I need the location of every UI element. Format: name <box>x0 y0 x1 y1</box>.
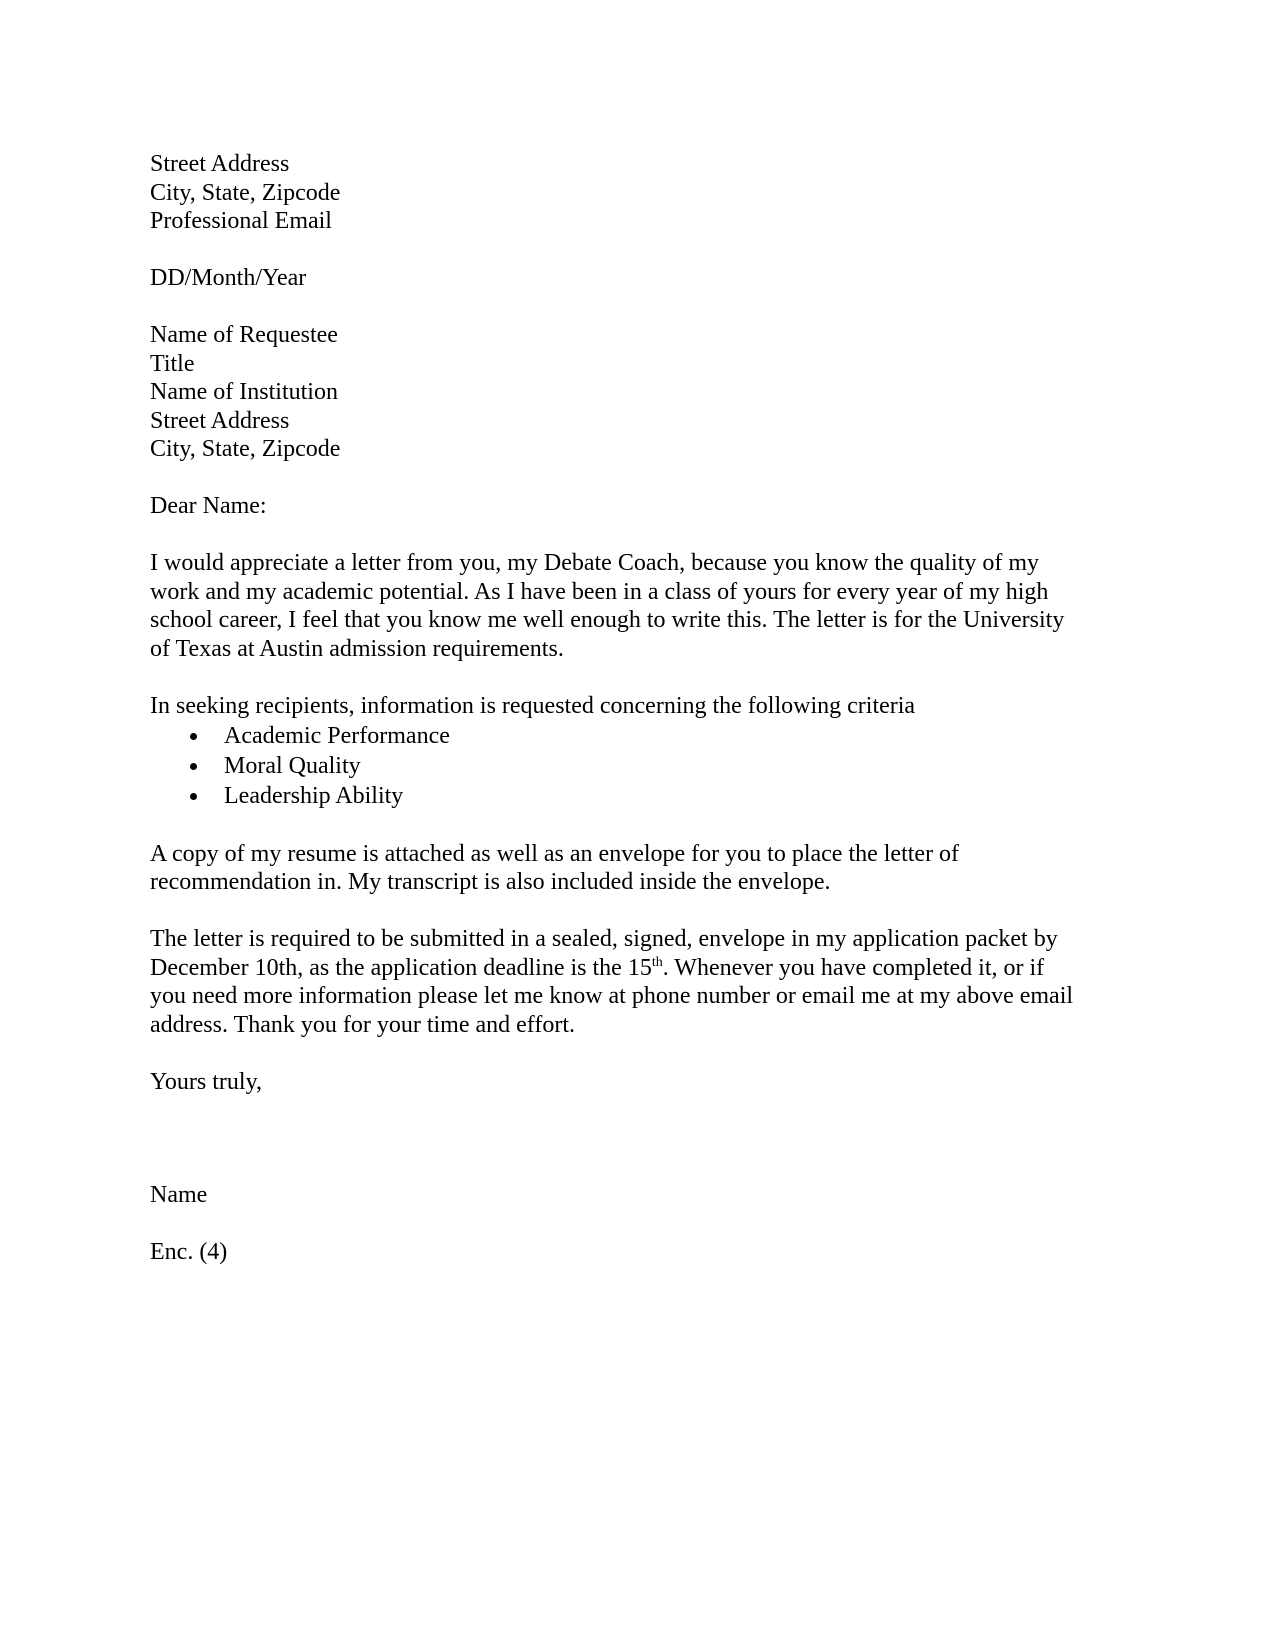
letter-date: DD/Month/Year <box>150 265 307 291</box>
paragraph-line: A copy of my resume is attached as well as an envelope for you to place the letter of <box>150 840 960 867</box>
recipient-name: Name of Requestee <box>150 322 338 348</box>
paragraph-deadline <box>150 925 1130 1039</box>
recipient-address <box>150 321 1130 464</box>
enclosure-block <box>150 1238 1130 1267</box>
closing-block <box>150 1068 1130 1097</box>
criteria-item-label: Academic Performance <box>224 723 450 749</box>
paragraph-line: The letter is required to be submitted in a sealed, signed, envelope in my application packet by <box>150 926 1058 952</box>
recipient-institution: Name of Institution <box>150 379 338 405</box>
bullet-icon <box>190 733 197 740</box>
paragraph-line: address. Thank you for your time and effort. <box>150 1011 576 1038</box>
sender-city-state-zip: City, State, Zipcode <box>150 179 341 206</box>
sender-street: Street Address <box>150 151 290 177</box>
paragraph-line: you need more information please let me know at phone number or email me at my above email <box>150 983 1074 1009</box>
recipient-title: Title <box>150 350 195 377</box>
bullet-icon <box>190 793 197 800</box>
paragraph-line: school career, I feel that you know me well enough to write this. The letter is for the University <box>150 607 1065 633</box>
recipient-city-state-zip: City, State, Zipcode <box>150 436 341 462</box>
sender-email: Professional Email <box>150 208 332 234</box>
deadline-text-after: . Whenever you have completed it, or if <box>662 954 1045 981</box>
paragraph-request <box>150 549 1130 663</box>
bullet-icon <box>190 763 197 770</box>
list-item <box>150 751 1130 781</box>
list-item <box>150 721 1130 751</box>
signature-block <box>150 1181 1130 1210</box>
paragraph-line: recommendation in. My transcript is also included inside the envelope. <box>150 869 831 895</box>
criteria-section <box>150 692 1130 812</box>
enclosure-note: Enc. (4) <box>150 1239 228 1265</box>
letter-date-block <box>150 264 1130 293</box>
ordinal-suffix: th <box>651 954 663 970</box>
paragraph-enclosures <box>150 840 1130 897</box>
paragraph-line: of Texas at Austin admission requirements. <box>150 635 564 662</box>
closing: Yours truly, <box>150 1068 263 1095</box>
paragraph-line: I would appreciate a letter from you, my Debate Coach, because you know the quality of my <box>150 550 1040 576</box>
recipient-street: Street Address <box>150 407 290 434</box>
criteria-item-label: Moral Quality <box>224 753 361 779</box>
letter-body <box>150 150 1130 1267</box>
criteria-list <box>150 721 1130 811</box>
paragraph-line: work and my academic potential. As I have been in a class of yours for every year of my high <box>150 578 1049 605</box>
deadline-text-before: December 10th, as the application deadline is the 15 <box>150 954 652 981</box>
list-item <box>150 781 1130 811</box>
salutation: Dear Name: <box>150 493 267 519</box>
criteria-item-label: Leadership Ability <box>224 783 404 809</box>
paragraph-line <box>150 954 1130 983</box>
sender-address <box>150 150 1130 236</box>
salutation-block <box>150 492 1130 521</box>
criteria-intro: In seeking recipients, information is requested concerning the following criteria <box>150 692 916 719</box>
signature-name: Name <box>150 1182 208 1208</box>
